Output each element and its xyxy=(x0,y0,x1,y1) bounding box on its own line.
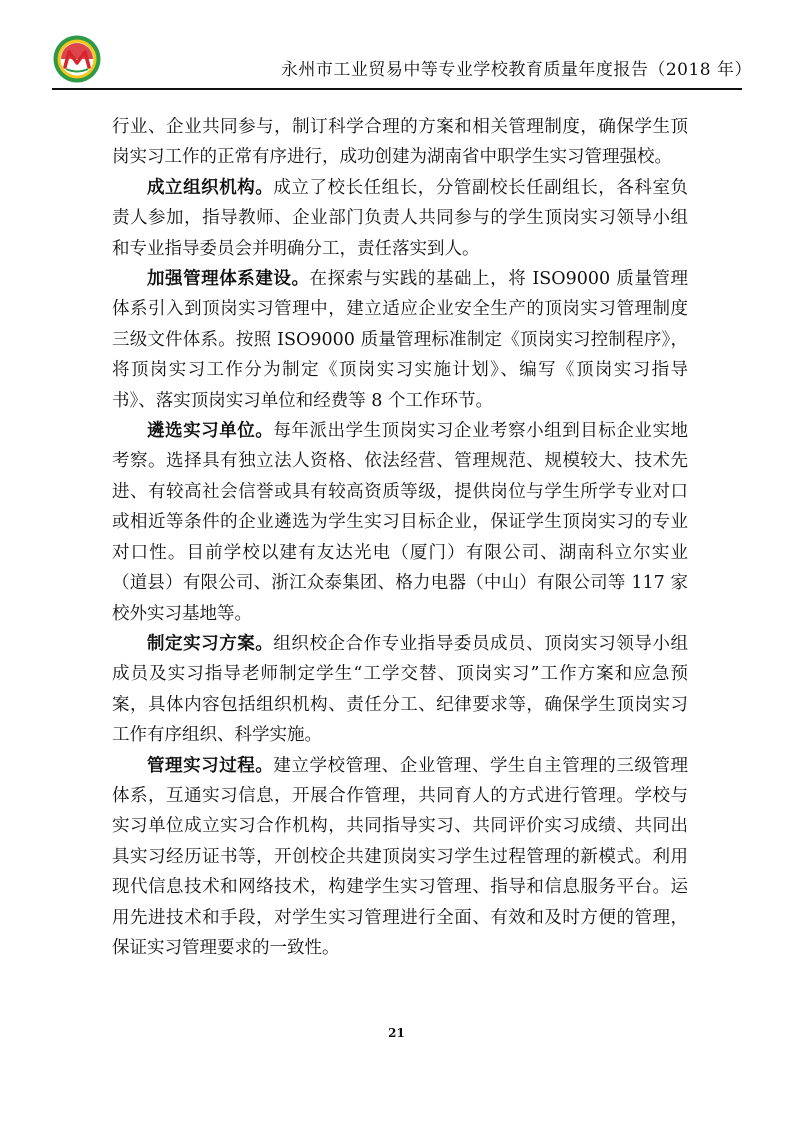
paragraph-text: 行业、企业共同参与，制订科学合理的方案和相关管理制度，确保学生顶岗实习工作的正常有序进行，成功创建为湖南省中职学生实习管理强校。 xyxy=(112,117,688,168)
page-header xyxy=(52,34,752,86)
paragraph-text: 成立了校长任组长，分管副校长任副组长，各科室负责人参加，指导教师、企业部门负责人共同参与的学生顶岗实习领导小组和专业指导委员会并明确分工，责任落实到人。 xyxy=(112,177,689,259)
paragraph-heading: 成立组织机构。 xyxy=(147,177,274,198)
header-divider xyxy=(52,88,742,90)
paragraph-heading: 管理实习过程。 xyxy=(147,755,274,776)
document-body xyxy=(112,112,688,963)
paragraph-internship-units xyxy=(112,416,688,629)
paragraph-organization xyxy=(112,173,688,264)
school-emblem-icon xyxy=(52,34,102,84)
report-title: 永州市工业贸易中等专业学校教育质量年度报告（2018 年） xyxy=(280,60,752,80)
paragraph-internship-plan xyxy=(112,629,688,751)
paragraph-text: 组织校企合作专业指导委员成员、顶岗实习领导小组成员及实习指导老师制定学生“工学交替、顶岗实习”工作方案和应急预案，具体内容包括组织机构、责任分工、纪律要求等，确保学生顶岗实习工作有序组织、科学实施。 xyxy=(112,633,689,746)
paragraph-management-system xyxy=(112,264,688,416)
paragraph-text: 每年派出学生顶岗实习企业考察小组到目标企业实地考察。选择具有独立法人资格、依法经营、管理规范、规模较大、技术先进、有较高社会信誉或具有较高资质等级，提供岗位与学生所学专业对口或相近等条件的企业遴选为学生实习目标企业，保证学生顶岗实习的专业对口性。目前学校以建有友达光电（厦门）有限公司、湖南科立尔实业（道县）有限公司、浙江众泰集团、格力电器（中山）有限公司等 117 家校外实习基地等。 xyxy=(112,421,689,624)
paragraph-heading: 加强管理体系建设。 xyxy=(147,269,310,290)
page-number: 21 xyxy=(388,1026,405,1040)
paragraph-intro xyxy=(112,112,688,173)
paragraph-heading: 制定实习方案。 xyxy=(147,633,274,654)
paragraph-heading: 遴选实习单位。 xyxy=(147,421,274,442)
paragraph-process-management xyxy=(112,751,688,964)
paragraph-text: 建立学校管理、企业管理、学生自主管理的三级管理体系，互通实习信息，开展合作管理，共同育人的方式进行管理。学校与实习单位成立实习合作机构，共同指导实习、共同评价实习成绩、共同出具实习经历证书等，开创校企共建顶岗实习学生过程管理的新模式。利用现代信息技术和网络技术，构建学生实习管理、指导和信息服务平台。运用先进技术和手段，对学生实习管理进行全面、有效和及时方便的管理，保证实习管理要求的一致性。 xyxy=(112,755,689,958)
paragraph-text: 在探索与实践的基础上，将 ISO9000 质量管理体系引入到顶岗实习管理中，建立适应企业安全生产的顶岗实习管理制度三级文件体系。按照 ISO9000 质量管理标准制定《顶岗实习控制程序》，将顶岗实习工作分为制定《顶岗实习实施计划》、编写《顶岗实习指导书》、落实顶岗实习单位和经费等 8 个工作环节。 xyxy=(112,269,688,411)
